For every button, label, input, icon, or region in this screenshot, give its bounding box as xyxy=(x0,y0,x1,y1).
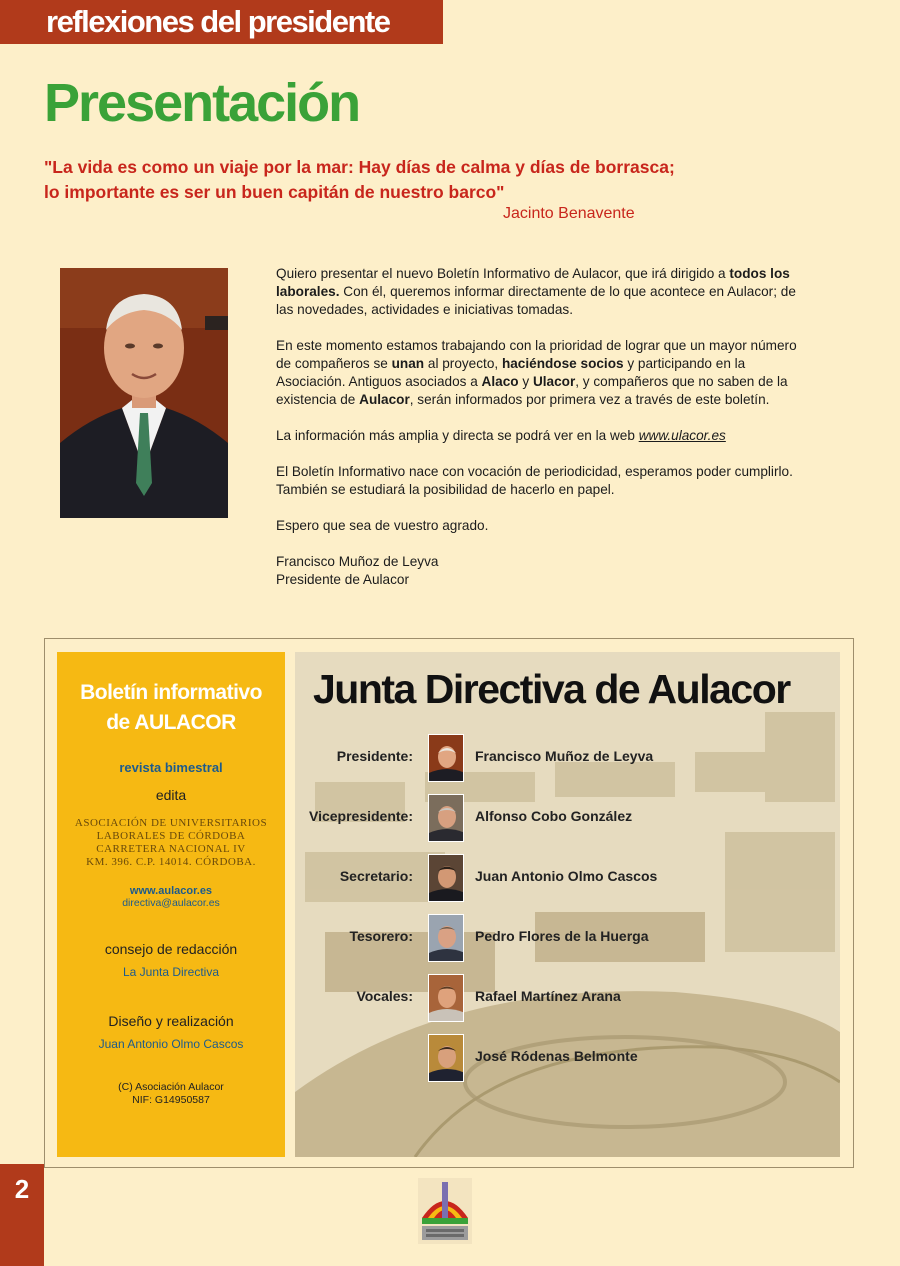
address-line: KM. 396. C.P. 14014. CÓRDOBA. xyxy=(86,856,256,868)
letter-paragraph: Espero que sea de vuestro agrado. xyxy=(276,518,489,533)
junta-title: Junta Directiva de Aulacor xyxy=(313,666,790,712)
member-name: José Ródenas Belmonte xyxy=(475,1048,638,1064)
member-photo-illustration xyxy=(429,735,464,782)
text: , y compañeros que no saben de la existencia de xyxy=(276,374,788,407)
credits-panel xyxy=(57,652,285,1157)
bold-text: haciéndose socios xyxy=(501,356,624,371)
design-value: Juan Antonio Olmo Cascos xyxy=(98,1037,244,1051)
letter-paragraph: El Boletín Informativo nace con vocación de periodicidad, esperamos poder cumplirlo. También se estudiará la posibilidad de hacerlo en papel. xyxy=(276,464,793,497)
text: La información más amplia y directa se podrá ver en la web xyxy=(276,428,639,443)
board-member xyxy=(295,734,840,784)
member-photo-illustration xyxy=(429,855,464,902)
member-photo xyxy=(428,914,464,962)
section-header: reflexiones del presidente xyxy=(0,0,443,44)
bold-text: unan xyxy=(391,356,425,371)
member-role: Secretario: xyxy=(339,868,413,884)
member-role: Tesorero: xyxy=(349,928,413,944)
member-name: Juan Antonio Olmo Cascos xyxy=(475,868,658,884)
bulletin-subtitle: revista bimestral xyxy=(119,760,223,775)
editorial-board-value: La Junta Directiva xyxy=(122,965,220,979)
quote xyxy=(44,155,744,205)
nif-line: NIF: G14950587 xyxy=(132,1094,210,1106)
letter-paragraph xyxy=(276,427,806,445)
member-role: Vicepresidente: xyxy=(308,808,413,824)
letter-paragraph xyxy=(276,265,806,319)
address-line: ASOCIACIÓN DE UNIVERSITARIOS xyxy=(74,817,268,829)
page-title: Presentación xyxy=(44,73,360,133)
bold-text: Alaco xyxy=(481,374,519,389)
quote-author: Jacinto Benavente xyxy=(503,205,635,222)
member-role: Vocales: xyxy=(356,988,413,1004)
member-photo-illustration xyxy=(429,795,464,842)
board-member xyxy=(295,854,840,904)
bold-text: Aulacor xyxy=(359,392,410,407)
quote-line: lo importante es ser un buen capitán de nuestro barco" xyxy=(44,182,505,202)
address-line: CARRETERA NACIONAL IV xyxy=(96,843,246,855)
aulacor-logo-icon xyxy=(418,1178,472,1244)
copyright-line: (C) Asociación Aulacor xyxy=(118,1081,224,1093)
signature-name: Francisco Muñoz de Leyva xyxy=(276,554,439,569)
member-photo-illustration xyxy=(429,975,464,1022)
member-photo xyxy=(428,854,464,902)
bulletin-title-line: de AULACOR xyxy=(106,711,236,734)
design-label: Diseño y realización xyxy=(108,1013,234,1029)
member-name: Pedro Flores de la Huerga xyxy=(475,928,649,944)
board-member xyxy=(295,1034,840,1084)
member-name: Alfonso Cobo González xyxy=(475,808,633,824)
signature-role: Presidente de Aulacor xyxy=(276,572,410,587)
member-role: Presidente: xyxy=(336,748,413,764)
member-name: Rafael Martínez Arana xyxy=(475,988,621,1004)
bulletin-title-line: Boletín informativo xyxy=(80,681,262,704)
publisher-label: edita xyxy=(155,787,187,803)
member-photo xyxy=(428,794,464,842)
website-link[interactable]: www.ulacor.es xyxy=(638,428,726,443)
page-number: 2 xyxy=(0,1164,44,1266)
text: En este momento estamos trabajando con la prioridad de lograr que un mayor número de compañeros se xyxy=(276,338,797,371)
board-member xyxy=(295,794,840,844)
text: y xyxy=(518,374,533,389)
bold-text: todos los laborales. xyxy=(276,266,790,299)
text: Quiero presentar el nuevo Boletín Informativo de Aulacor, que irá dirigido a xyxy=(276,266,730,281)
member-photo-illustration xyxy=(429,1035,464,1082)
portrait-illustration xyxy=(60,268,228,518)
board-member xyxy=(295,914,840,964)
president-portrait xyxy=(60,268,228,518)
president-letter xyxy=(276,265,806,589)
email-link[interactable]: directiva@aulacor.es xyxy=(122,897,220,909)
junta-directiva-panel xyxy=(295,652,840,1157)
bulletin-title xyxy=(57,678,285,738)
editorial-board-label: consejo de redacción xyxy=(104,941,238,957)
board-member xyxy=(295,974,840,1024)
aulacor-logo xyxy=(418,1178,472,1244)
quote-line: "La vida es como un viaje por la mar: Hay días de calma y días de borrasca; xyxy=(44,157,675,177)
member-photo xyxy=(428,1034,464,1082)
website-link[interactable]: www.aulacor.es xyxy=(129,885,213,897)
address-line: LABORALES DE CÓRDOBA xyxy=(96,830,246,842)
credits-box xyxy=(44,638,854,1168)
publisher-address xyxy=(57,817,285,869)
member-photo xyxy=(428,734,464,782)
member-photo-illustration xyxy=(429,915,464,962)
text: y participando en la Asociación. Antiguos asociados a xyxy=(276,356,746,389)
member-photo xyxy=(428,974,464,1022)
bold-text: Ulacor xyxy=(532,374,576,389)
member-name: Francisco Muñoz de Leyva xyxy=(475,748,654,764)
text: , serán informados por primera vez a través de este boletín. xyxy=(409,392,770,407)
copyright xyxy=(57,1081,285,1107)
text: Con él, queremos informar directamente de lo que acontece en Aulacor; de las novedades, actividades e iniciativas tomadas. xyxy=(276,284,796,317)
letter-paragraph xyxy=(276,337,806,409)
text: al proyecto, xyxy=(424,356,502,371)
